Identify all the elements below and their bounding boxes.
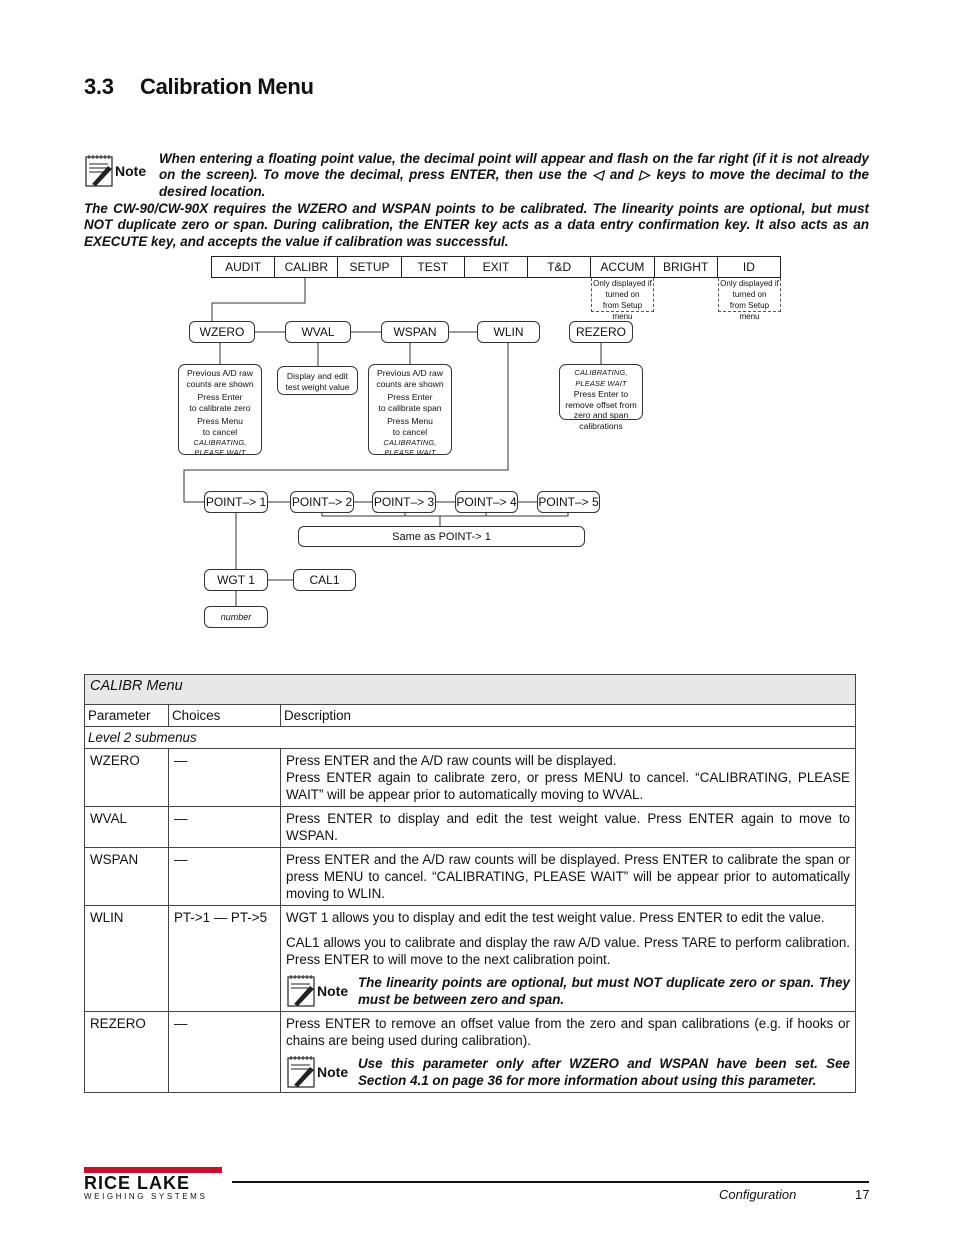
menu-calibr: CALIBR [275, 257, 338, 277]
node-wzero: WZERO [189, 321, 255, 343]
menu-setup: SETUP [338, 257, 401, 277]
col-header-choices: Choices [169, 705, 281, 727]
svg-text:RICE LAKE: RICE LAKE [84, 1173, 191, 1193]
same-as-point-1: Same as POINT-> 1 [298, 526, 585, 547]
section-number: 3.3 [84, 74, 114, 99]
table-row [85, 848, 856, 906]
choice-wval: — [169, 807, 281, 848]
page-number: 17 [855, 1187, 870, 1202]
rice-lake-logo [84, 1167, 222, 1201]
svg-text:WEIGHING SYSTEMS: WEIGHING SYSTEMS [84, 1192, 208, 1201]
col-header-parameter: Parameter [85, 705, 169, 727]
rezero-box: CALIBRATING, PLEASE WAIT Press Enter to remove offset from zero and span calibrations [559, 364, 643, 420]
node-point-5: POINT–> 5 [537, 491, 600, 513]
desc-wval: Press ENTER to display and edit the test weight value. Press ENTER again to move to WSPAN. [281, 807, 856, 848]
menu-td: T&D [528, 257, 591, 277]
node-cal1: CAL1 [293, 569, 356, 591]
node-rezero: REZERO [569, 321, 633, 343]
top-menu-bar [211, 256, 781, 278]
calibr-menu-table [84, 674, 856, 1093]
desc-wspan: Press ENTER and the A/D raw counts will be displayed. Press ENTER to calibrate the span or press MENU to cancel. “CALIBRATING, PLEASE WAIT” will be appear prior to automatically moving to WLIN. [281, 848, 856, 906]
menu-audit: AUDIT [212, 257, 275, 277]
accum-note: Only displayed if turned on from Setup menu [591, 278, 654, 312]
choice-rezero: — [169, 1012, 281, 1093]
wspan-box: Previous A/D raw counts are shown Press Enter to calibrate span Press Menu to cancel CALIBRATING, PLEASE WAIT [368, 364, 452, 455]
node-point-2: POINT–> 2 [290, 491, 354, 513]
menu-test: TEST [402, 257, 465, 277]
node-wlin: WLIN [477, 321, 540, 343]
param-wspan: WSPAN [85, 848, 169, 906]
choice-wzero: — [169, 749, 281, 807]
table-row [85, 807, 856, 848]
desc-wlin: WGT 1 allows you to display and edit the test weight value. Press ENTER to edit the value. CAL1 allows you to calibrate and display the raw A/D value. Press TARE to perform calibration. Press ENTER to will move to the next calibration point. Note The linearity points are optional, but must NOT duplicate zero or span. They must be between zero and span. [281, 906, 856, 1012]
node-point-3: POINT–> 3 [372, 491, 436, 513]
menu-bright: BRIGHT [655, 257, 718, 277]
param-rezero: REZERO [85, 1012, 169, 1093]
intro-note-text: When entering a floating point value, the decimal point will appear and flash on the far right (if it is not already on the screen). To move the decimal, press ENTER, then use the ◁ and ▷ keys to move the decimal to the desired location. [159, 151, 869, 199]
footer-rule [232, 1181, 869, 1183]
svg-text:Note: Note [317, 1064, 349, 1080]
param-wval: WVAL [85, 807, 169, 848]
wval-box: Display and edit test weight value [277, 366, 358, 395]
node-wval: WVAL [285, 321, 351, 343]
table-row [85, 1012, 856, 1093]
desc-wzero: Press ENTER and the A/D raw counts will be displayed. Press ENTER again to calibrate zero, or press MENU to cancel. “CALIBRATING, PLEASE WAIT” will be appear prior to automatically moving to WVAL. [281, 749, 856, 807]
intro-paragraph: The CW-90/CW-90X requires the WZERO and WSPAN points to be calibrated. The linearity points are optional, but must NOT duplicate zero or span. During calibration, the ENTER key acts as a data entry confirmation key. It also acts as an EXECUTE key, and accepts the value if calibration was successful. [84, 201, 869, 249]
wzero-box: Previous A/D raw counts are shown Press Enter to calibrate zero Press Menu to cancel CALIBRATING, PLEASE WAIT [178, 364, 262, 455]
menu-accum: ACCUM [591, 257, 654, 277]
note-icon [286, 974, 350, 1008]
rezero-note: Use this parameter only after WZERO and WSPAN have been set. See Section 4.1 on page 36 for more information about using this parameter. [358, 1056, 850, 1088]
choice-wspan: — [169, 848, 281, 906]
svg-text:Note: Note [317, 983, 349, 999]
node-point-4: POINT–> 4 [455, 491, 518, 513]
table-row [85, 906, 856, 1012]
footer-label: Configuration [719, 1187, 797, 1202]
wlin-note: The linearity points are optional, but must NOT duplicate zero or span. They must be between zero and span. [358, 975, 850, 1007]
col-header-description: Description [281, 705, 856, 727]
level-2-label: Level 2 submenus [85, 727, 856, 749]
svg-text:Note: Note [115, 163, 147, 179]
desc-rezero: Press ENTER to remove an offset value from the zero and span calibrations (e.g. if hooks or chains are being used during calibration). Note Use this parameter only after WZERO and WSPAN have been set. See Section 4.1 on page 36 for more information about using this parameter. [281, 1012, 856, 1093]
note-icon [286, 1055, 350, 1089]
node-point-1: POINT–> 1 [204, 491, 268, 513]
node-wgt-1: WGT 1 [204, 569, 268, 591]
table-title: CALIBR Menu [85, 675, 856, 705]
menu-id: ID [742, 260, 755, 274]
menu-exit: EXIT [465, 257, 528, 277]
node-wspan: WSPAN [381, 321, 449, 343]
param-wlin: WLIN [85, 906, 169, 1012]
choice-wlin: PT->1 — PT->5 [169, 906, 281, 1012]
table-row [85, 749, 856, 807]
id-note: Only displayed if turned on from Setup menu [718, 278, 781, 312]
node-number: number [204, 606, 268, 628]
param-wzero: WZERO [85, 749, 169, 807]
section-title: Calibration Menu [140, 74, 314, 99]
